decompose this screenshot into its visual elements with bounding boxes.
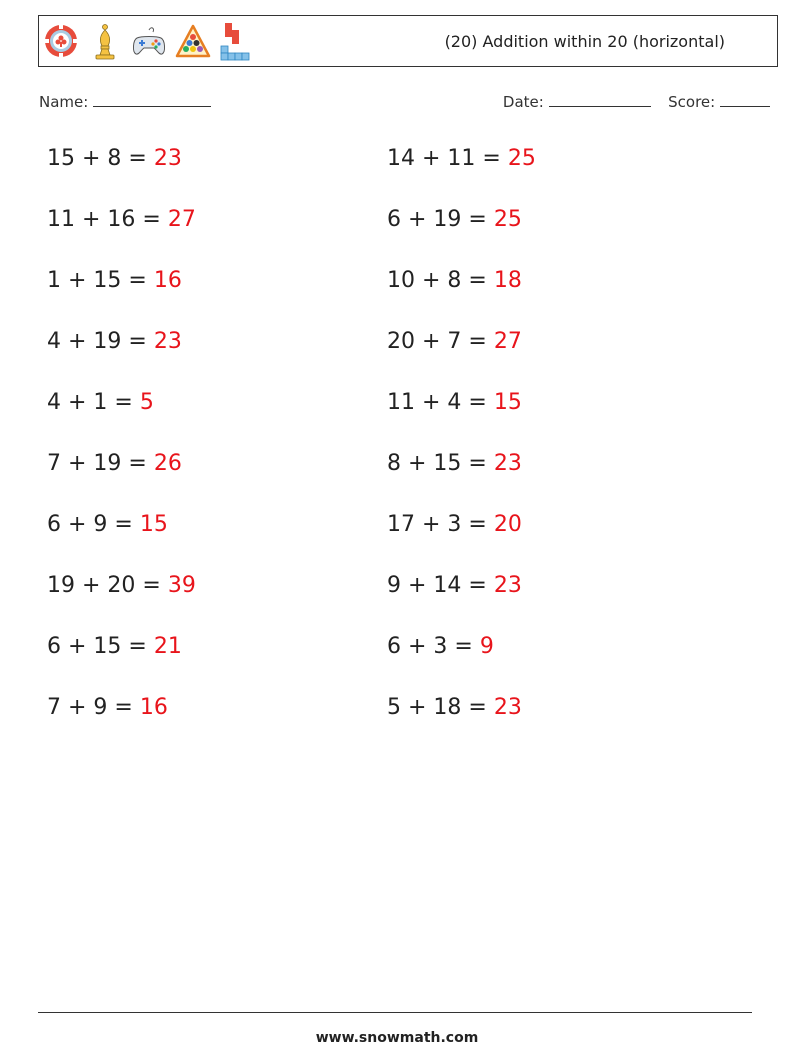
problem-question: 17 + 3 = (387, 512, 494, 537)
problem-item (47, 573, 196, 598)
date-score-fields (503, 92, 770, 111)
problem-answer: 25 (507, 146, 536, 171)
problem-answer: 15 (493, 390, 522, 415)
problem-question: 14 + 11 = (387, 146, 508, 171)
problem-item (387, 146, 536, 171)
problem-item (387, 695, 522, 720)
problem-answer: 26 (153, 451, 182, 476)
problem-answer: 23 (493, 451, 522, 476)
problem-item (47, 207, 196, 232)
score-blank[interactable] (720, 92, 770, 107)
problem-question: 6 + 15 = (47, 634, 154, 659)
worksheet-header (38, 15, 778, 67)
problem-question: 5 + 18 = (387, 695, 494, 720)
problem-row (47, 207, 747, 268)
problem-question: 11 + 4 = (387, 390, 494, 415)
problem-item (47, 268, 182, 293)
problem-item (387, 512, 522, 537)
problem-question: 9 + 14 = (387, 573, 494, 598)
problem-answer: 16 (153, 268, 182, 293)
problem-answer: 27 (167, 207, 196, 232)
problem-answer: 23 (153, 146, 182, 171)
footer-url[interactable]: www.snowmath.com (315, 1030, 479, 1046)
header-icons (43, 20, 255, 62)
score-label: Score: (668, 93, 716, 111)
problem-question: 6 + 19 = (387, 207, 494, 232)
problem-item (47, 695, 168, 720)
problem-item (47, 512, 168, 537)
problem-question: 7 + 19 = (47, 451, 154, 476)
problem-item (47, 634, 182, 659)
problem-item (387, 207, 522, 232)
footer-divider (38, 1012, 752, 1013)
problem-item (47, 146, 182, 171)
problem-item (387, 390, 522, 415)
problem-answer: 20 (493, 512, 522, 537)
problem-row (47, 329, 747, 390)
problem-answer: 25 (493, 207, 522, 232)
problem-row (47, 695, 747, 756)
problem-question: 19 + 20 = (47, 573, 168, 598)
date-blank[interactable] (549, 92, 651, 107)
problem-question: 20 + 7 = (387, 329, 494, 354)
problem-item (47, 329, 182, 354)
problem-item (387, 268, 522, 293)
tetris-blocks-icon (219, 20, 255, 62)
problem-answer: 21 (153, 634, 182, 659)
gamepad-icon (131, 20, 167, 62)
problem-question: 7 + 9 = (47, 695, 140, 720)
problem-item (387, 329, 522, 354)
problem-question: 4 + 1 = (47, 390, 140, 415)
problem-question: 15 + 8 = (47, 146, 154, 171)
problem-question: 4 + 19 = (47, 329, 154, 354)
problem-row (47, 268, 747, 329)
problem-answer: 18 (493, 268, 522, 293)
problem-answer: 39 (167, 573, 196, 598)
name-field (39, 92, 211, 111)
problem-answer: 16 (139, 695, 168, 720)
problem-question: 6 + 9 = (47, 512, 140, 537)
problem-question: 8 + 15 = (387, 451, 494, 476)
problem-answer: 27 (493, 329, 522, 354)
problem-item (387, 451, 522, 476)
problem-answer: 9 (479, 634, 494, 659)
problem-question: 11 + 16 = (47, 207, 168, 232)
problem-answer: 23 (493, 695, 522, 720)
problem-row (47, 573, 747, 634)
problem-grid (47, 146, 747, 756)
problem-row (47, 512, 747, 573)
problem-question: 10 + 8 = (387, 268, 494, 293)
billiard-rack-icon (175, 20, 211, 62)
problem-answer: 5 (139, 390, 154, 415)
problem-item (47, 451, 182, 476)
problem-row (47, 146, 747, 207)
problem-question: 1 + 15 = (47, 268, 154, 293)
worksheet-title: (20) Addition within 20 (horizontal) (444, 32, 725, 51)
problem-answer: 23 (153, 329, 182, 354)
name-blank[interactable] (93, 92, 211, 107)
chess-bishop-icon (87, 20, 123, 62)
name-label: Name: (39, 93, 89, 111)
problem-answer: 15 (139, 512, 168, 537)
problem-row (47, 390, 747, 451)
problem-row (47, 634, 747, 695)
problem-item (387, 573, 522, 598)
problem-question: 6 + 3 = (387, 634, 480, 659)
problem-item (47, 390, 154, 415)
poker-chip-icon (43, 20, 79, 62)
date-label: Date: (502, 93, 544, 111)
problem-row (47, 451, 747, 512)
problem-answer: 23 (493, 573, 522, 598)
problem-item (387, 634, 494, 659)
